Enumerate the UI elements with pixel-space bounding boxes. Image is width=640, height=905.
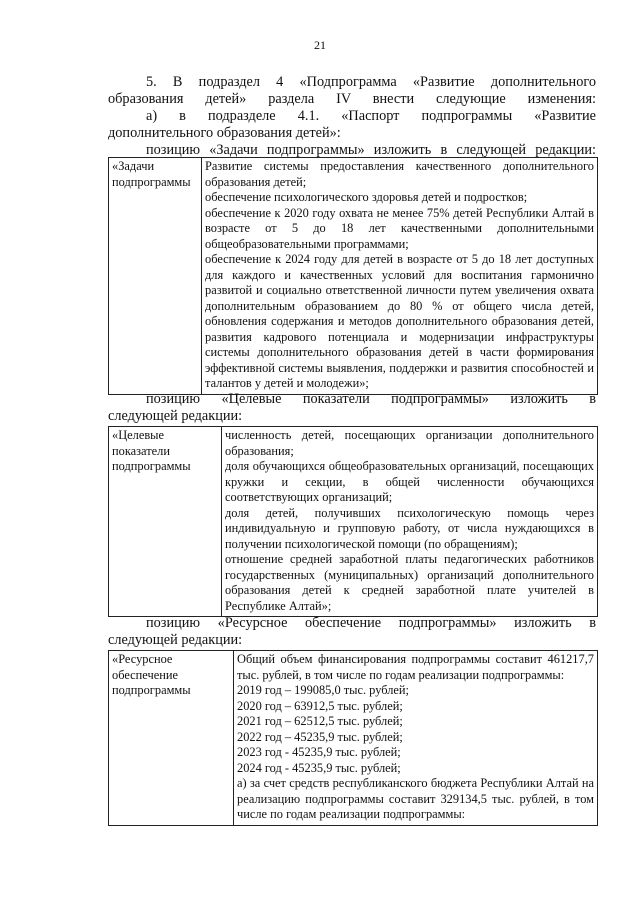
resources-item: 2023 год - 45235,9 тыс. рублей; <box>237 745 401 759</box>
resources-item: 2021 год – 62512,5 тыс. рублей; <box>237 714 403 728</box>
page-number: 21 <box>314 38 326 52</box>
resources-content <box>234 651 598 826</box>
indicators-label: «Целевые показатели подпрограммы <box>109 427 222 617</box>
resources-label: «Ресурсное обеспечение подпрограммы <box>109 651 234 826</box>
resources-item: 2024 год - 45235,9 тыс. рублей; <box>237 760 401 775</box>
tasks-label: «Задачи подпрограммы <box>109 158 202 395</box>
tasks-content <box>202 158 598 395</box>
indicators-table <box>108 426 598 617</box>
resources-item: а) за счет средств республиканского бюджета Республики Алтай на реализацию подпрограммы составит 329134,5 тыс. рублей, в том числе по годам реализации подпрограммы: <box>237 776 594 821</box>
resources-item: 2020 год – 63912,5 тыс. рублей; <box>237 698 403 713</box>
position-resources-line-1: позицию «Ресурсное обеспечение подпрограммы» изложить в <box>146 615 596 631</box>
indicators-item: численность детей, посещающих организации дополнительного образования; <box>225 428 594 458</box>
tasks-item: обеспечение к 2024 году для детей в возрасте от 5 до 18 лет доступных для каждого и качественных условий для воспитания гармонично развитой и социально ответственной личности путем увеличения охвата дополнительным образованием до 80 % от общего числа детей, обновления содержания и методов дополнительного образования детей, развития кадрового потенциала и модернизации инфраструктуры системы дополнительного образования детей в части формирования эффективной системы выявления, поддержки и развития способностей и талантов у детей и молодежи»; <box>205 252 594 390</box>
position-tasks: позицию «Задачи подпрограммы» изложить в следующей редакции: <box>146 142 596 158</box>
resources-item: Общий объем финансирования подпрограммы составит 461217,7 тыс. рублей, в том числе по годам реализации подпрограммы: <box>237 652 594 682</box>
indicators-item: доля детей, получивших психологическую помощь через индивидуальную и групповую работу, от числа нуждающихся в получении психологической помощи (по обращениям); <box>225 505 594 551</box>
position-indicators-line-2: следующей редакции: <box>108 408 243 424</box>
intro-line-1: 5. В подраздел 4 «Подпрограмма «Развитие дополнительного <box>146 74 596 90</box>
tasks-item: Развитие системы предоставления качественного дополнительного образования детей; <box>205 159 594 189</box>
position-resources-line-2: следующей редакции: <box>108 632 243 648</box>
indicators-item: доля обучающихся общеобразовательных организаций, посещающих кружки и секции, в общей численности обучающихся соответствующих организаций; <box>225 459 594 504</box>
tasks-item: обеспечение к 2020 году охвата не менее 75% детей Республики Алтай в возрасте от 5 до 18 лет качественными дополнительными общеобразовательными программами; <box>205 205 594 251</box>
intro-line-2: образования детей» раздела IV внести следующие изменения: <box>108 91 596 107</box>
indicators-content <box>222 427 598 617</box>
tasks-table <box>108 157 598 395</box>
resources-item: 2019 год – 199085,0 тыс. рублей; <box>237 683 409 697</box>
position-indicators-line-1: позицию «Целевые показатели подпрограммы» изложить в <box>146 391 596 407</box>
indicators-item: отношение средней заработной платы педагогических работников государственных (муниципальных) организаций дополнительного образования детей к средней заработной плате учителей в Республике Алтай»; <box>225 552 594 613</box>
tasks-item: обеспечение психологического здоровья детей и подростков; <box>205 190 528 204</box>
item-a-line-2: дополнительного образования детей»: <box>108 125 341 141</box>
resources-table <box>108 650 598 826</box>
resources-item: 2022 год – 45235,9 тыс. рублей; <box>237 729 403 744</box>
item-a-line-1: а) в подразделе 4.1. «Паспорт подпрограммы «Развитие <box>146 108 596 124</box>
